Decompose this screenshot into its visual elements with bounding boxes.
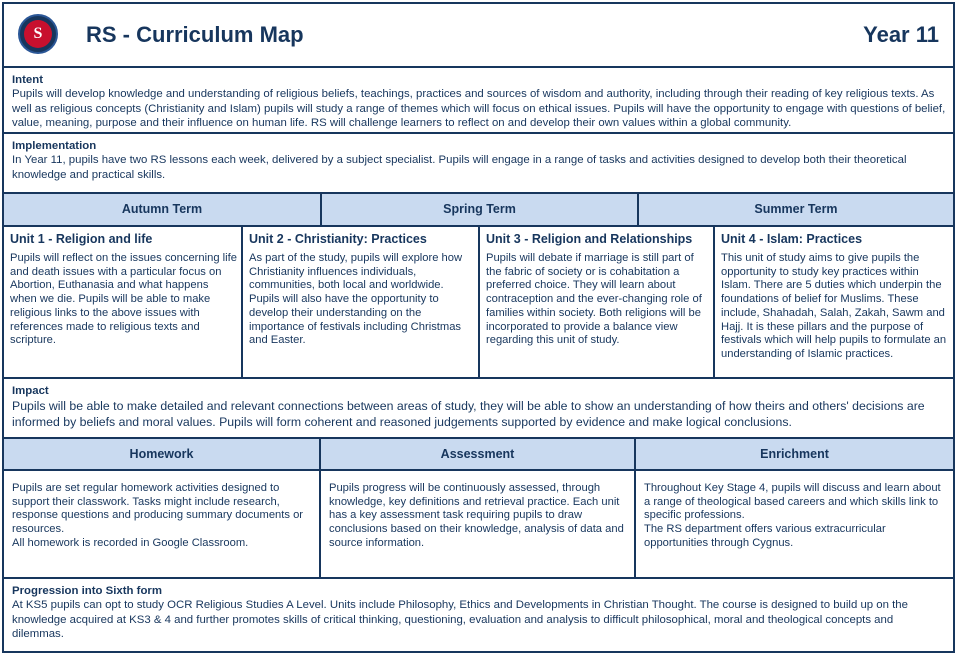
- homework-text-1: Pupils are set regular homework activities designed to support their classwork. Tasks might include research, response questions and producing summary documents or resources.: [12, 482, 304, 536]
- assessment-text: Pupils progress will be continuously assessed, through knowledge, key definitions and retrieval practice. Each unit has a key assessment task requiring pupils to draw conclusions based on their knowledge, analysis of data and source information.: [329, 482, 624, 549]
- unit-4-cell: [715, 227, 953, 377]
- unit-1-title: Unit 1 - Religion and life: [10, 232, 153, 246]
- summer-term-header: Summer Term: [754, 202, 838, 216]
- impact-section: [4, 379, 953, 439]
- implementation-text: In Year 11, pupils have two RS lessons each week, delivered by a subject specialist. Pupils will engage in a range of tasks and activities designed to develop both their theoretical knowledge and practical skills.: [12, 154, 907, 181]
- activities-row: [4, 471, 953, 579]
- impact-text: Pupils will be able to make detailed and relevant connections between areas of study, they will be able to show an understanding of how theirs and others' decisions are informed by beliefs and moral values. Pupils will form coherent and reasoned judgements supported by evidence and make logical conclusions.: [12, 399, 925, 430]
- units-row: [4, 227, 953, 379]
- term-header-row: [4, 194, 953, 227]
- implementation-section: [4, 134, 953, 194]
- unit-4-title: Unit 4 - Islam: Practices: [721, 232, 863, 246]
- homework-header: Homework: [4, 439, 321, 469]
- progression-heading: Progression into Sixth form: [12, 585, 162, 597]
- implementation-heading: Implementation: [12, 140, 97, 152]
- page-header: [4, 4, 953, 68]
- unit-4-text: This unit of study aims to give pupils the opportunity to study key practices within Islam. There are 5 duties which underpin the foundations of belief for Muslims. These include, Shahadah, Salah, Zakah, Sawm and Hajj. It is these pillars and the purpose of festivals which will help pupils to formulate an understanding of Islamic practices.: [721, 252, 947, 360]
- unit-3-cell: [480, 227, 715, 377]
- unit-1-text: Pupils will reflect on the issues concerning life and death issues with a particular focus on Abortion, Euthanasia and what happens when we die. Pupils will be able to make religious links to the above issues with references made to religious texts and scripture.: [10, 252, 237, 347]
- enrichment-text-2: The RS department offers various extracurricular opportunities through Cygnus.: [644, 523, 886, 549]
- intent-text: Pupils will develop knowledge and understanding of religious beliefs, teachings, practices and sources of wisdom and authority, including through their reading of key religious texts. As well as religious concepts (Christianity and Islam) pupils will study a range of themes which will focus on ethical issues. Pupils will have the opportunity to engage with questions of belief, value, meaning, purpose and their influence on human life. RS will challenge learners to reflect on and develop their own values within a global community.: [12, 88, 946, 129]
- assessment-header: Assessment: [321, 439, 636, 469]
- unit-2-cell: [243, 227, 480, 377]
- enrichment-header: Enrichment: [760, 447, 829, 461]
- enrichment-text-1: Throughout Key Stage 4, pupils will discuss and learn about a range of theological based careers and which skills link to specific professions.: [644, 482, 941, 522]
- intent-section: [4, 68, 953, 134]
- unit-2-text: As part of the study, pupils will explore how Christianity influences individuals, communities, both local and worldwide. Pupils will also have the opportunity to develop their understanding on the importance of festivals including Christmas and Easter.: [249, 252, 463, 347]
- year-label: Year 11: [863, 22, 939, 47]
- progression-text: At KS5 pupils can opt to study OCR Religious Studies A Level. Units include Philosophy, Ethics and Developments in Christian Thought. The course is designed to build up on the knowledge acquired at KS3 & 4 and further promotes skills of critical thinking, questioning, evaluation and analysis to difficult philosophical, moral and theological concepts and dilemmas.: [12, 599, 908, 640]
- activities-header-row: [4, 439, 953, 471]
- intent-heading: Intent: [12, 74, 44, 86]
- unit-2-title: Unit 2 - Christianity: Practices: [249, 232, 427, 246]
- homework-cell: [4, 471, 321, 577]
- enrichment-cell: [636, 471, 953, 577]
- impact-heading: Impact: [12, 385, 49, 397]
- unit-1-cell: [4, 227, 243, 377]
- autumn-term-header: Autumn Term: [4, 194, 322, 225]
- curriculum-map-page: [2, 2, 955, 653]
- school-logo-icon: S: [18, 14, 58, 54]
- unit-3-title: Unit 3 - Religion and Relationships: [486, 232, 693, 246]
- assessment-cell: [321, 471, 636, 577]
- homework-text-2: All homework is recorded in Google Classroom.: [12, 536, 249, 549]
- page-title: RS - Curriculum Map: [86, 22, 304, 47]
- progression-section: [4, 579, 953, 651]
- unit-3-text: Pupils will debate if marriage is still part of the fabric of society or is cohabitation a preferred choice. They will learn about contraception and the ever-changing role of families within society. Both religions will be incorporated to provide a balance view regarding this unit of study.: [486, 252, 702, 347]
- spring-term-header: Spring Term: [322, 194, 639, 225]
